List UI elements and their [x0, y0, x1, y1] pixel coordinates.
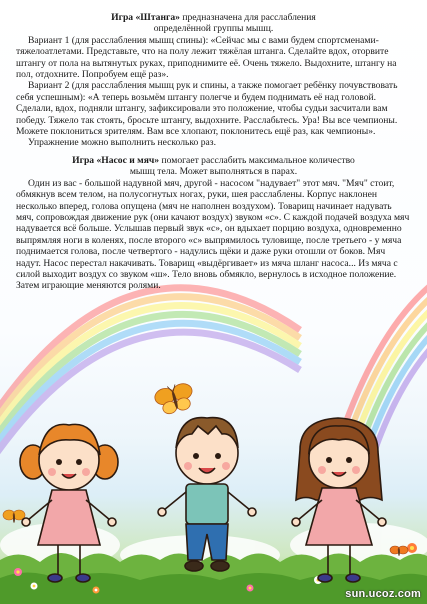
- game1-variant2: Вариант 2 (для расслабления мышц рук и спины, а также помогает ребёнку почувствовать себя успешным): «А теперь возьмём штангу полегче и будем поднимать её над головой. Сделали, вдох, подняли штангу, зафиксировали это положение, чтобы судьи засчитали вам победу. Тяжело так стоять, бросьте штангу, выдохните. Расслабьтесь. Ура! Вы все чемпионы. Можете поклониться зрителям. Вам все хлопают, поклонитесь ещё раз, как чемпионы».: [16, 80, 398, 138]
- game2-title-line2: мышц тела. Может выполняться в парах.: [129, 166, 298, 178]
- game2-body: Один из вас - большой надувной мяч, другой - насосом "надувает" этот мяч. "Мяч" стоит, обмякнув всем телом, на полусогнутых ногах, руки, шея расслаблены. Корпус наклонен несколько вперед, голова опущена (мяч не наполнен воздухом). Товарищ начинает надувать мяч, сопровождая движение рук (они качают воздух) звуком «с». С каждой подачей воздуха мяч надувается всё больше. Услышав первый звук «с», он вдыхает порцию воздуха, одновременно выпрямляя ноги в коленях, после второго «с» выпрямилось туловище, после третьего - у мяча поднимается голова, после четвертого - надулись щёки и даже руки отошли от боков. Мяч надут. Насос перестал накачивать. Товарищ «выдёргивает» из мяча шланг насоса... Из мяча с силой выходит воздух со звуком «ш». Тело вновь обмякло, вернулось в исходное положение. Затем играющие меняются ролями.: [16, 177, 410, 292]
- game1-title-rest: предназначена для расслабления: [179, 12, 316, 23]
- game2-title: [16, 155, 411, 166]
- game2-title-name: Игра «Насос и мяч»: [72, 154, 160, 166]
- game1-title-name: Игра «Штанга»: [111, 12, 180, 23]
- article-text: [0, 0, 427, 292]
- game1-variant1: Вариант 1 (для расслабления мышц спины): «Сейчас мы с вами будем спортсменами-тяжелоатлетами. Представьте, что на полу лежит тяжёлая штанга. Сделайте вдох, оторвите штангу от пола на вытянутых руках, приподнимите её. Очень тяжело. Выдохните, штангу на пол, отдохните. Попробуем ещё раз».: [16, 34, 397, 81]
- game1-title: [16, 12, 411, 23]
- boy-center: [158, 418, 256, 571]
- butterfly-right-icon: [390, 546, 408, 556]
- game2-title-rest: помогает расслабить максимальное количество: [159, 154, 355, 166]
- butterfly-icon: [153, 381, 197, 417]
- game1-title-line2: определённой группы мышц.: [153, 23, 274, 35]
- game1-repeat: Упражнение можно выполнить несколько раз.: [28, 137, 216, 149]
- watermark: sun.ucoz.com: [345, 588, 421, 600]
